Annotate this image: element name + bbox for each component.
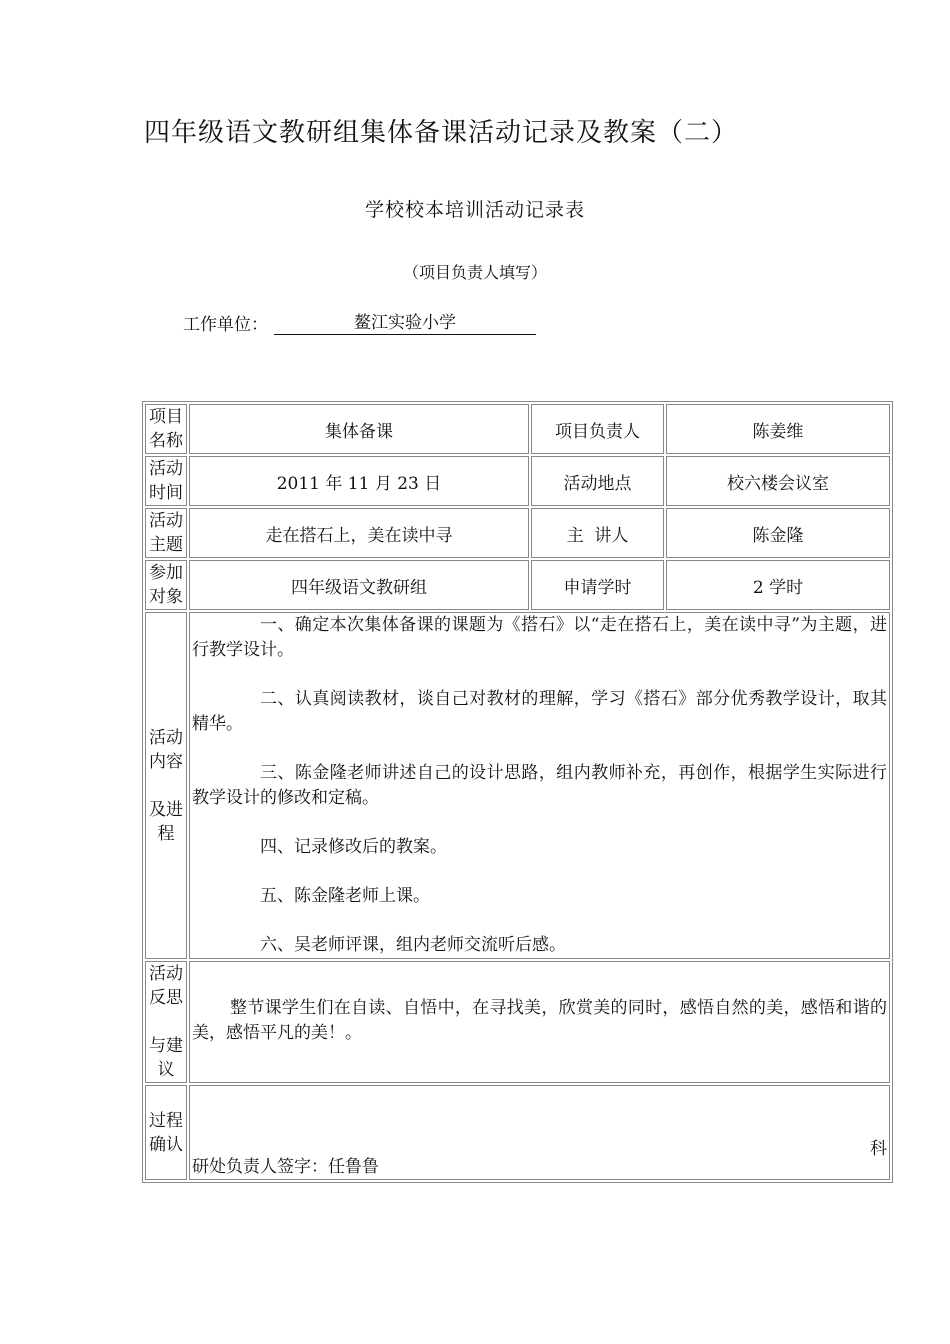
work-unit-row	[183, 308, 536, 335]
value-speaker: 陈金隆	[666, 508, 890, 558]
label-line: 活动	[149, 459, 183, 479]
label-line: 议	[157, 1060, 175, 1080]
label-credit-hours: 申请学时	[531, 560, 664, 610]
activity-content-text	[189, 612, 890, 959]
label-activity-time	[145, 456, 187, 506]
label-line: 及进	[149, 799, 183, 820]
content-paragraph: 二、认真阅读教材，谈自己对教材的理解，学习《搭石》部分优秀教学设计，取其精华。	[192, 689, 887, 734]
row-process-confirmation	[145, 1085, 890, 1180]
value-activity-location: 校六楼会议室	[666, 456, 890, 506]
label-line: 对象	[149, 587, 183, 607]
work-unit-label: 工作单位：	[183, 315, 268, 335]
label-activity-location: 活动地点	[531, 456, 664, 506]
label-line: 反思	[149, 988, 183, 1008]
label-reflection	[145, 961, 187, 1083]
row-project-name	[145, 404, 890, 454]
label-project-leader: 项目负责人	[531, 404, 664, 454]
label-line: 内容	[149, 751, 183, 772]
row-activity-theme	[145, 508, 890, 558]
label-line	[148, 1010, 184, 1034]
label-line: 主题	[149, 535, 183, 555]
content-paragraph: 六、吴老师评课，组内老师交流听后感。	[260, 935, 566, 955]
label-activity-theme	[145, 508, 187, 558]
content-paragraph: 一、确定本次集体备课的课题为《搭石》以“走在搭石上，美在读中寻”为主题，进行教学设计。	[192, 615, 887, 660]
signature-line: 研处负责人签字：任鲁鲁	[192, 1157, 379, 1177]
value-activity-theme: 走在搭石上，美在读中寻	[189, 508, 529, 558]
label-line: 程	[157, 823, 175, 844]
label-line: 名称	[149, 431, 183, 451]
reflection-text-cell	[189, 961, 890, 1083]
label-process-confirmation	[145, 1085, 187, 1180]
value-participants: 四年级语文教研组	[189, 560, 529, 610]
label-project-name	[145, 404, 187, 454]
content-paragraph: 三、陈金隆老师讲述自己的设计思路，组内教师补充，再创作，根据学生实际进行教学设计的修改和定稿。	[192, 763, 887, 808]
confirmation-cell	[189, 1085, 890, 1180]
row-participants	[145, 560, 890, 610]
row-activity-content	[145, 612, 890, 959]
value-project-leader: 陈姜维	[666, 404, 890, 454]
label-line: 活动	[149, 511, 183, 531]
label-line: 过程	[149, 1110, 183, 1131]
label-line: 活动	[149, 964, 183, 984]
reflection-text: 整节课学生们在自读、自悟中，在寻找美，欣赏美的同时，感悟自然的美，感悟和谐的美，感悟平凡的美！。	[192, 998, 887, 1043]
form-title: 学校校本培训活动记录表	[364, 199, 585, 221]
value-activity-time: 2011 年 11 月 23 日	[189, 456, 529, 506]
value-project-name: 集体备课	[189, 404, 529, 454]
row-reflection	[145, 961, 890, 1083]
label-line	[148, 774, 184, 798]
activity-record-table	[142, 401, 893, 1183]
fill-note: （项目负责人填写）	[402, 263, 547, 282]
document-title: 四年级语文教研组集体备课活动记录及教案（二）	[144, 118, 739, 148]
label-line: 项目	[149, 407, 183, 427]
label-line: 参加	[149, 563, 183, 583]
label-speaker: 主 讲人	[531, 508, 664, 558]
work-unit-value: 鳌江实验小学	[274, 308, 536, 335]
label-participants	[145, 560, 187, 610]
label-line: 确认	[149, 1134, 183, 1155]
signature-prefix: 科	[870, 1139, 887, 1159]
label-line: 与建	[149, 1036, 183, 1056]
label-line: 活动	[149, 727, 183, 748]
label-line: 时间	[149, 483, 183, 503]
label-activity-content	[145, 612, 187, 959]
value-credit-hours: 2 学时	[666, 560, 890, 610]
row-activity-time	[145, 456, 890, 506]
content-paragraph: 五、陈金隆老师上课。	[260, 886, 430, 906]
content-paragraph: 四、记录修改后的教案。	[260, 837, 447, 857]
